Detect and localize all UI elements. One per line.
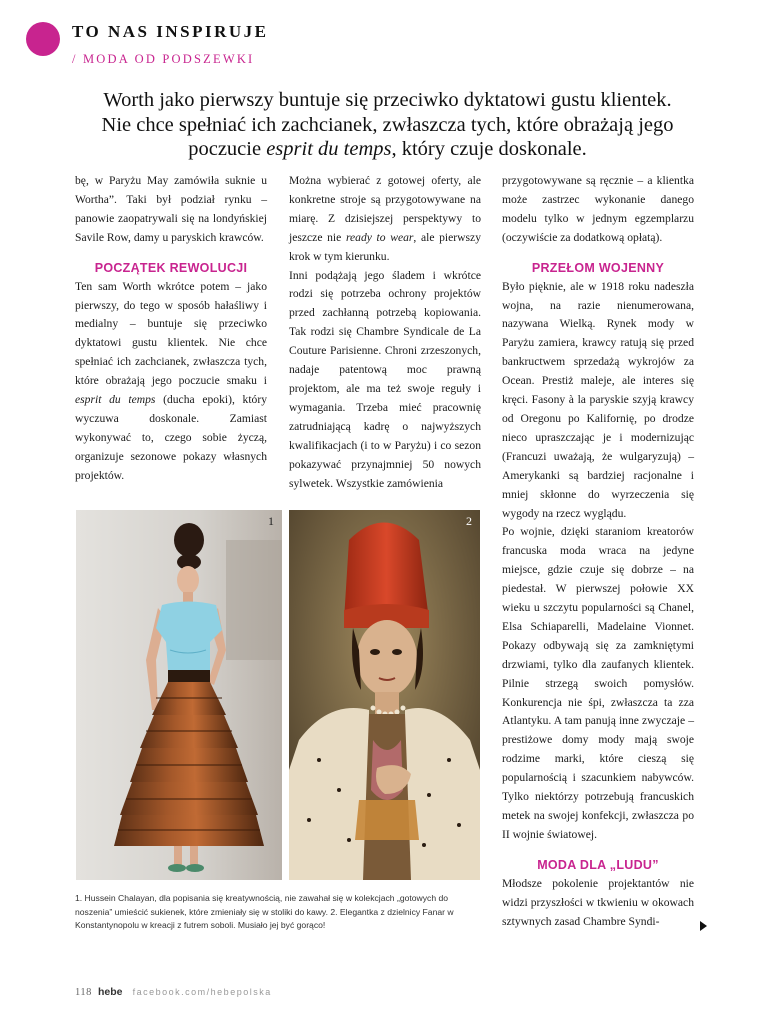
lead-italic: esprit du temps [266, 138, 392, 160]
heading-przelom-wojenny: PRZEŁOM WOJENNY [531, 260, 665, 275]
portrait-illustration [289, 510, 480, 880]
col3-para-3: Młodsze pokolenie projektantów nie widzi przyszłości w tkwieniu w okowach sztywnych zasad Chambre Syndi- [502, 876, 694, 928]
lead-quote [90, 88, 685, 162]
column-1 [75, 172, 267, 486]
col2-para-1 [289, 172, 481, 267]
page-number: 118 [75, 987, 92, 998]
heading-moda-dla-ludu: MODA DLA „LUDU” [537, 857, 659, 872]
photo-portrait-painting [289, 510, 480, 880]
photo-runway-model [76, 510, 282, 880]
col1-body-b: (ducha epoki), który wyczuwa doskonale. Zamiast wykonywać to, czego sobie życzą, organizuje sezonowe pokazy własnych projektów. [75, 393, 267, 482]
runway-model-illustration [76, 510, 282, 880]
col2-body-a: Można wybierać z gotowej oferty, ale konkretne stroje są przygotowywane na miarę. Z dzisiejszej perspektywy to jeszcze nie [289, 174, 481, 244]
col1-body-italic: esprit du temps [75, 393, 156, 407]
col1-body-a: Ten sam Worth wkrótce potem – jako pierwszy, do tego w sposób hałaśliwy i medialny – buntuje się przeciwko dyktatowi gustu klientek. Nie chce spełniać ich zachcianek, zwłaszcza tych, które obrażają jego poczucie smaku i [75, 279, 267, 388]
page-footer [75, 986, 272, 998]
footer-site: facebook.com/hebepolska [132, 987, 272, 997]
photo-caption: 1. Hussein Chalayan, dla popisania się kreatywnością, nie zawahał się w kolekcjach „gotowych do noszenia” umieścić sukienek, które zmieniały się w stoliki do kawy. 2. Elegantka z dzielnicy Fanar w Konstantynopolu w kreacji z futrem soboli. Musiało jej być gorąco! [75, 893, 454, 930]
photo-number-2: 2 [466, 514, 472, 528]
col1-body [75, 278, 267, 486]
col3-para-1: Było pięknie, ale w 1918 roku nadeszła wojna, na razie nienumerowana, nazywana Wielką. Rynek mody w Paryżu zamiera, krawcy ratują się przed bankructwem sprzedażą wykrojów za Ocean. Prestiż maleje, ale interes się kręci. Fasony à la paryskie szyją krawcy od Oregonu po Kalifornię, po drodze nieco upraszczając je i modernizując (Francuzi uważają, że wulgaryzują) – Amerykanki są bardziej racjonalne i mniej skłonne do wyrzeczenia się wygody na rzecz wyglądu. [502, 279, 694, 520]
magenta-dot-icon [26, 22, 60, 56]
col2-para-2: Inni podążają jego śladem i wkrótce rodzi się potrzeba ochrony projektów przed zachłanną potrzebą kopiowania. Tak rodzi się Chambre Syndicale de La Couture Parisienne. Chroni zrzeszonych, nadaje patentową moc prawną projektom, ale ma też swoje reguły i wymagania. Trzeba mieć pracownię zatrudniającą kadrę o najwyższych kwalifikacjach (i to w Paryżu) i co sezon pokazywać przynajmniej 50 nowych sylwetek. Wszystkie zamówienia [289, 268, 481, 490]
col2-body-italic: ready to wear [345, 230, 414, 244]
section-subtitle: / MODA OD PODSZEWKI [72, 52, 255, 66]
section-title: TO NAS INSPIRUJE [72, 22, 269, 41]
photo-number-1: 1 [268, 514, 274, 528]
col1-intro: bę, w Paryżu May zamówiła suknie u Wortha”. Taki był podział rynku – panowie zaopatrywali się na londyńskiej Savile Row, damy u paryskich krawców. [75, 174, 267, 244]
lead-text-1: Worth jako pierwszy buntuje się przeciwko dyktatowi gustu klientek. Nie chce spełniać ich zachcianek, zwłaszcza tych, które obrażają jego poczucie [101, 89, 674, 160]
magazine-brand: hebe [98, 986, 123, 998]
column-3 [502, 172, 694, 932]
column-2 [289, 172, 481, 493]
lead-text-2: , który czuje doskonale. [391, 138, 587, 160]
col3-para-2: Po wojnie, dzięki staraniom kreatorów francuska moda wraca na jedyne miejsce, gdzie czuje się dobrze – na piedestał. W pierwszej połowie XX wieku u szczytu popularności są Chanel, Elsa Schiaparelli, Madelaine Vionnet. Pokazy odbywają się za zamkniętymi drzwiami, tylko dla zaufanych klientek. Pilnie strzegą swoich pomysłów. Konkurencja nie śpi, zwłaszcza ta zza Atlantyku. A tam panują inne zwyczaje – prestiżowe domy mody mają swoje rodzime marki, które cieszą się popularnością i szacunkiem nabywców. Tylko niektórzy potrzebują francuskich metek na swojej konfekcji, zwłaszcza po II wojnie światowej. [502, 525, 694, 841]
heading-poczatek-rewolucji: POCZĄTEK REWOLUCJI [94, 260, 248, 275]
col3-intro: przygotowywane są ręcznie – a klientka może zastrzec wykonanie danego modelu tylko w jednym egzemplarzu (oczywiście za dodatkową opłatą). [502, 174, 694, 244]
col2-body-b: , ale pierwszy krok w tym kierunku. [289, 230, 481, 263]
continue-arrow-icon [700, 921, 707, 931]
